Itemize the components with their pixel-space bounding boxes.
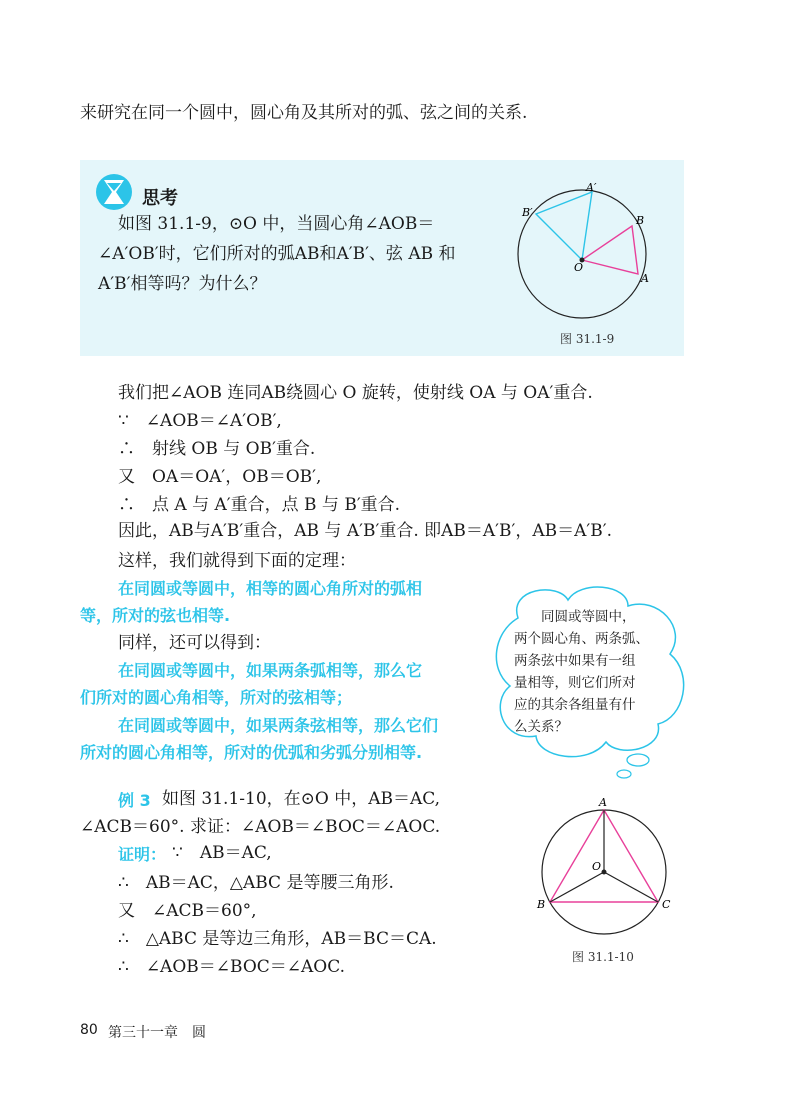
example-line-1: 如图 31.1-10，在⊙O 中，AB＝AC, [162,789,441,809]
proof-line-2: ∴ AB＝AC，△ABC 是等腰三角形. [118,873,394,893]
proof1-line-6: 因此，AB与A′B′重合，AB 与 A′B′重合. 即AB＝A′B′，AB＝A′B′. [118,521,613,541]
proof1-line-2: ∵ ∠AOB＝∠A′OB′, [118,411,282,431]
fig9-label-O: O [574,261,584,274]
think-title: 思考 [142,188,178,209]
also-text: 同样，还可以得到： [118,633,271,653]
proof-line-3: 又 ∠ACB＝60°, [118,901,257,921]
cloud-line-6: 么关系？ [514,719,568,735]
fig9-circle [518,190,646,318]
corollary1-line-2: 们所对的圆心角相等，所对的弦相等； [80,688,353,707]
fig10-center [602,870,607,875]
corollary1-line-1: 在同圆或等圆中，如果两条弧相等，那么它 [118,661,423,680]
fig10-label-B: B [537,898,546,911]
intro-text: 来研究在同一个圆中，圆心角及其所对的弧、弦之间的关系. [80,103,528,123]
fig9-label-A1: A′ [586,181,597,194]
chapter-title: 第三十一章 圆 [108,1025,206,1041]
fig10-label-C: C [662,898,671,911]
proof1-line-3: ∴ 射线 OB 与 OB′重合. [118,439,316,459]
proof1-line-7: 这样，我们就得到下面的定理： [118,551,356,571]
fig10-label-O: O [592,860,602,873]
proof-line-1: ∵ AB＝AC, [172,843,272,863]
cloud-line-2: 两个圆心角、两条弧、 [514,631,649,647]
figure-31-1-9 [510,176,670,326]
proof1-line-5: ∴ 点 A 与 A′重合，点 B 与 B′重合. [118,495,401,515]
proof1-line-1: 我们把∠AOB 连同AB绕圆心 O 旋转，使射线 OA 与 OA′重合. [118,383,593,403]
corollary2-line-2: 所对的圆心角相等，所对的优弧和劣弧分别相等. [80,743,423,762]
corollary2-line-1: 在同圆或等圆中，如果两条弦相等，那么它们 [118,716,439,735]
fig10-label-A: A [599,796,607,809]
cloud-text [514,606,674,738]
proof-label: 证明： [118,845,167,864]
example-label: 例 3 [118,791,151,810]
fig9-label-B: B [636,214,645,227]
fig9-triangle-magenta [582,226,638,274]
cloud-line-1: 同圆或等圆中， [514,609,636,625]
cloud-line-4: 量相等，则它们所对 [514,675,636,691]
think-line-3: A′B′相等吗？为什么？ [98,274,267,294]
proof-line-5: ∴ ∠AOB＝∠BOC＝∠AOC. [118,957,346,977]
cloud-line-3: 两条弦中如果有一组 [514,653,636,669]
theorem-line-1: 在同圆或等圆中，相等的圆心角所对的弧相 [118,579,423,598]
fig10-caption: 图 31.1-10 [572,950,634,964]
proof1-line-4: 又 OA＝OA′，OB＝OB′, [118,467,322,487]
fig9-label-A: A [641,272,649,285]
think-line-2: ∠A′OB′时，它们所对的弧AB和A′B′、弦 AB 和 [98,244,456,264]
cloud-line-5: 应的其余各组量有什 [514,697,636,713]
figure-31-1-10 [532,796,682,946]
theorem-line-2: 等，所对的弦也相等. [80,606,231,625]
example-line-2: ∠ACB＝60°. 求证：∠AOB＝∠BOC＝∠AOC. [80,817,441,837]
fig9-caption: 图 31.1-9 [560,332,615,346]
think-line-1: 如图 31.1-9，⊙O 中，当圆心角∠AOB＝ [118,214,435,234]
think-icon [92,172,138,212]
proof-line-4: ∴ △ABC 是等边三角形，AB＝BC＝CA. [118,929,437,949]
fig9-label-B1: B′ [522,206,533,219]
page-number: 80 [80,1022,98,1038]
